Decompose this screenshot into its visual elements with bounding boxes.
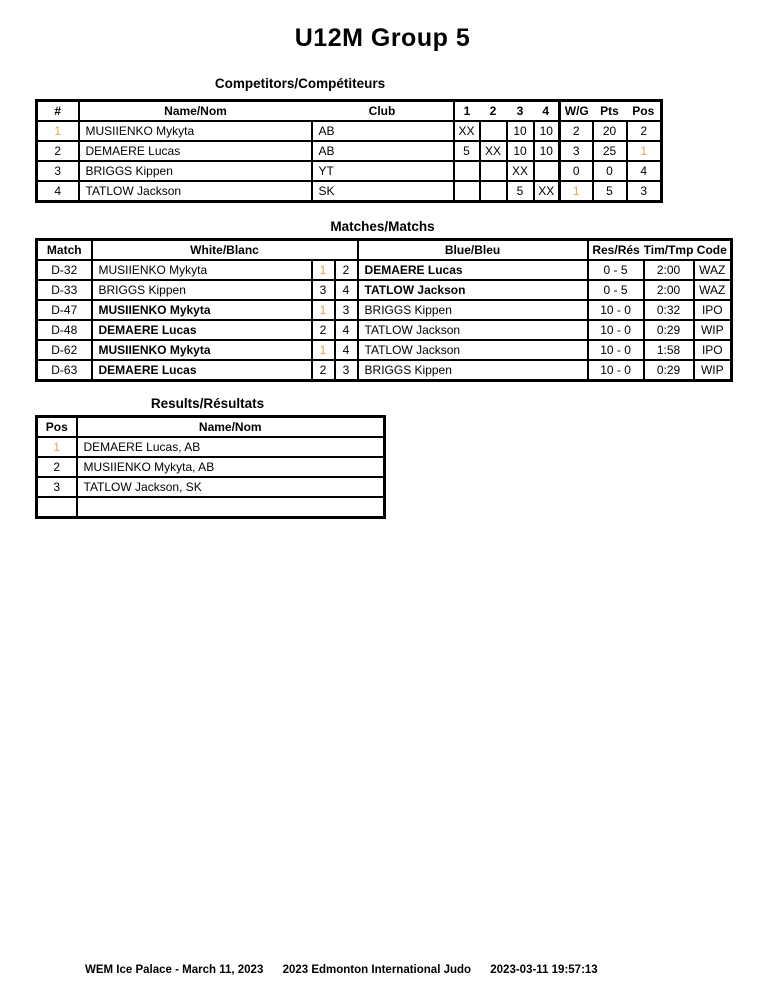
points-cell: 20 [593, 121, 627, 141]
time-cell: 0:29 [644, 320, 694, 340]
page-footer [85, 964, 598, 976]
result-grid-cell: XX [507, 161, 534, 181]
match-row [37, 340, 732, 360]
competitor-name-cell: MUSIIENKO Mykyta [79, 121, 312, 141]
column-header-code: Code [694, 240, 732, 261]
match-code-cell: D-32 [37, 260, 92, 280]
column-header-time: Tim/Tmp [644, 240, 694, 261]
match-row [37, 260, 732, 280]
points-cell: 25 [593, 141, 627, 161]
competitor-number-cell: 4 [37, 181, 79, 202]
match-row [37, 280, 732, 300]
blue-name-cell: TATLOW Jackson [358, 340, 588, 360]
club-cell: YT [312, 161, 454, 181]
results-table [35, 415, 386, 519]
column-header-blue: Blue/Bleu [358, 240, 588, 261]
code-cell: IPO [694, 300, 732, 320]
points-cell: 0 [593, 161, 627, 181]
white-number-cell: 1 [312, 260, 335, 280]
results-header-row [37, 417, 385, 438]
wins-cell: 0 [560, 161, 593, 181]
column-header-position: Pos [627, 101, 662, 122]
points-cell: 5 [593, 181, 627, 202]
code-cell: WIP [694, 360, 732, 381]
wins-cell: 2 [560, 121, 593, 141]
column-header-1: 1 [454, 101, 480, 122]
white-number-cell: 1 [312, 300, 335, 320]
blue-name-cell: TATLOW Jackson [358, 280, 588, 300]
result-grid-cell: 10 [534, 141, 560, 161]
result-cell: 10 - 0 [588, 300, 644, 320]
code-cell: IPO [694, 340, 732, 360]
blue-number-cell: 4 [335, 340, 358, 360]
club-cell: AB [312, 141, 454, 161]
white-name-cell: DEMAERE Lucas [92, 320, 312, 340]
blue-number-cell: 3 [335, 300, 358, 320]
club-cell: SK [312, 181, 454, 202]
white-number-cell: 2 [312, 360, 335, 381]
result-grid-cell: 5 [454, 141, 480, 161]
blue-number-cell: 4 [335, 320, 358, 340]
competitors-table [35, 99, 663, 203]
competitor-name-cell: DEMAERE Lucas [79, 141, 312, 161]
result-name-cell: TATLOW Jackson, SK [77, 477, 385, 497]
match-code-cell: D-47 [37, 300, 92, 320]
white-number-cell: 2 [312, 320, 335, 340]
code-cell: WAZ [694, 260, 732, 280]
result-cell: 10 - 0 [588, 340, 644, 360]
time-cell: 2:00 [644, 260, 694, 280]
blue-number-cell: 3 [335, 360, 358, 381]
result-grid-cell: XX [454, 121, 480, 141]
footer-event: 2023 Edmonton International Judo [282, 964, 472, 976]
column-header-number: # [37, 101, 79, 122]
position-cell: 3 [627, 181, 662, 202]
competitor-number-cell: 1 [37, 121, 79, 141]
time-cell: 1:58 [644, 340, 694, 360]
result-grid-cell [480, 181, 507, 202]
result-grid-cell: 10 [507, 121, 534, 141]
competitor-number-cell: 2 [37, 141, 79, 161]
column-header-white: White/Blanc [92, 240, 358, 261]
match-row [37, 320, 732, 340]
white-name-cell: MUSIIENKO Mykyta [92, 260, 312, 280]
blue-name-cell: DEMAERE Lucas [358, 260, 588, 280]
white-name-cell: MUSIIENKO Mykyta [92, 300, 312, 320]
competitor-row [37, 161, 662, 181]
section-heading-matches: Matches/Matchs [330, 219, 435, 234]
footer-venue: WEM Ice Palace - March 11, 2023 [85, 964, 264, 976]
result-name-cell [77, 497, 385, 518]
section-heading-results: Results/Résultats [150, 396, 265, 411]
white-name-cell: DEMAERE Lucas [92, 360, 312, 381]
competitor-number-cell: 3 [37, 161, 79, 181]
result-cell: 10 - 0 [588, 360, 644, 381]
result-position-cell: 1 [37, 437, 77, 457]
club-cell: AB [312, 121, 454, 141]
result-grid-cell: 10 [534, 121, 560, 141]
wins-cell: 3 [560, 141, 593, 161]
blue-name-cell: BRIGGS Kippen [358, 300, 588, 320]
code-cell: WIP [694, 320, 732, 340]
result-cell: 0 - 5 [588, 260, 644, 280]
column-header-result-position: Pos [37, 417, 77, 438]
column-header-2: 2 [480, 101, 507, 122]
matches-header-row [37, 240, 732, 261]
result-row [37, 437, 385, 457]
white-number-cell: 3 [312, 280, 335, 300]
result-grid-cell: 10 [507, 141, 534, 161]
column-header-result-name: Name/Nom [77, 417, 385, 438]
result-name-cell: MUSIIENKO Mykyta, AB [77, 457, 385, 477]
blue-name-cell: TATLOW Jackson [358, 320, 588, 340]
competitor-name-cell: BRIGGS Kippen [79, 161, 312, 181]
result-grid-cell: 5 [507, 181, 534, 202]
result-position-cell: 2 [37, 457, 77, 477]
code-cell: WAZ [694, 280, 732, 300]
white-name-cell: MUSIIENKO Mykyta [92, 340, 312, 360]
blue-name-cell: BRIGGS Kippen [358, 360, 588, 381]
column-header-points: Pts [593, 101, 627, 122]
match-code-cell: D-62 [37, 340, 92, 360]
column-header-club: Club [312, 101, 454, 122]
wins-cell: 1 [560, 181, 593, 202]
result-position-cell: 3 [37, 477, 77, 497]
result-cell: 10 - 0 [588, 320, 644, 340]
match-row [37, 300, 732, 320]
white-name-cell: BRIGGS Kippen [92, 280, 312, 300]
position-cell: 1 [627, 141, 662, 161]
result-grid-cell [480, 121, 507, 141]
result-grid-cell [480, 161, 507, 181]
result-grid-cell [534, 161, 560, 181]
result-position-cell [37, 497, 77, 518]
time-cell: 2:00 [644, 280, 694, 300]
result-grid-cell [454, 161, 480, 181]
column-header-wins: W/G [560, 101, 593, 122]
match-code-cell: D-48 [37, 320, 92, 340]
column-header-4: 4 [534, 101, 560, 122]
result-grid-cell: XX [534, 181, 560, 202]
result-row [37, 497, 385, 518]
result-grid-cell [454, 181, 480, 202]
competitor-row [37, 121, 662, 141]
result-name-cell: DEMAERE Lucas, AB [77, 437, 385, 457]
blue-number-cell: 2 [335, 260, 358, 280]
page-title: U12M Group 5 [294, 24, 471, 52]
result-grid-cell: XX [480, 141, 507, 161]
competitor-row [37, 141, 662, 161]
position-cell: 2 [627, 121, 662, 141]
column-header-name: Name/Nom [79, 101, 312, 122]
result-row [37, 457, 385, 477]
time-cell: 0:32 [644, 300, 694, 320]
competitor-name-cell: TATLOW Jackson [79, 181, 312, 202]
result-cell: 0 - 5 [588, 280, 644, 300]
time-cell: 0:29 [644, 360, 694, 381]
match-code-cell: D-63 [37, 360, 92, 381]
matches-table [35, 238, 733, 382]
position-cell: 4 [627, 161, 662, 181]
result-row [37, 477, 385, 497]
match-row [37, 360, 732, 381]
section-heading-competitors: Competitors/Compétiteurs [214, 76, 386, 91]
match-code-cell: D-33 [37, 280, 92, 300]
column-header-result: Res/Rés [588, 240, 644, 261]
competitor-row [37, 181, 662, 202]
white-number-cell: 1 [312, 340, 335, 360]
blue-number-cell: 4 [335, 280, 358, 300]
column-header-3: 3 [507, 101, 534, 122]
competitors-header-row [37, 101, 662, 122]
column-header-match: Match [37, 240, 92, 261]
footer-timestamp: 2023-03-11 19:57:13 [490, 964, 598, 976]
